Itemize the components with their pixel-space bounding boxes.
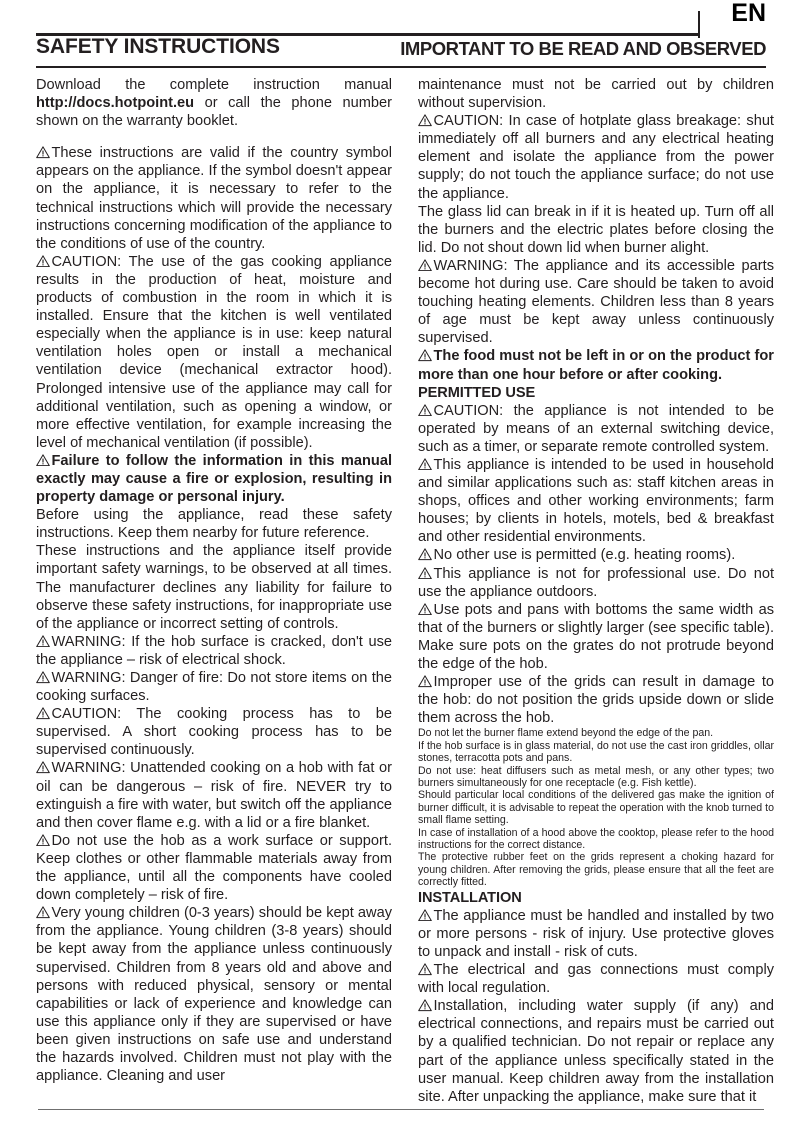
paragraph-text: These instructions are valid if the country symbol appears on the appliance. If the symbol doesn't appear on the appliance, it is necessary to refer to the technical instructions which will provide the necessary instructions concerning modification of the appliance to the conditions of use of the country. (36, 145, 392, 252)
warning-triangle-icon (418, 458, 432, 471)
warning-triangle-icon (418, 999, 432, 1012)
paragraph-text: WARNING: Danger of fire: Do not store items on the cooking surfaces. (36, 670, 392, 705)
paragraph-no-other-use (418, 546, 774, 564)
header-bottom-rule (36, 66, 766, 68)
left-column (36, 76, 392, 1106)
paragraph-text: CAUTION: The use of the gas cooking appliance results in the production of heat, moisture and products of combustion in the room in which it is installed. Ensure that the kitchen is well ventilated especially when the appliance is in use: keep natural ventilation holes open or install a mechanical ventilation device (mechanical extractor hood). Prolonged intensive use of the appliance may call for additional ventilation, such as opening a window, or more effective ventilation, for example increasing the level of mechanical ventilation (if possible). (36, 253, 392, 451)
paragraph-text: WARNING: Unattended cooking on a hob with fat or oil can be dangerous – risk of fire. NEVER try to extinguish a fire with water, but switch off the appliance and then cover flame e.g. with a lid or a fire blanket. (36, 760, 392, 831)
intro-text-after: or call the phone number shown on the warranty booklet. (36, 95, 392, 130)
paragraph-text: The appliance must be handled and installed by two or more persons - risk of injury. Use protective gloves to unpack and install - risk of cuts. (418, 907, 774, 960)
paragraph-improper-grids (418, 673, 774, 727)
warning-triangle-icon (418, 675, 432, 688)
warning-triangle-icon (418, 114, 432, 127)
intro-paragraph (36, 76, 392, 130)
paragraph-food-one-hour (418, 347, 774, 383)
fine-print-hood-distance: In case of installation of a hood above the cooktop, please refer to the hood instructions for the correct distance. (418, 826, 774, 852)
paragraph-not-professional (418, 565, 774, 601)
paragraph-glass-breakage (418, 112, 774, 202)
warning-triangle-icon (36, 454, 50, 467)
fine-print-flame-edge: Do not let the burner flame extend beyond the edge of the pan. (418, 727, 714, 740)
warning-triangle-icon (418, 963, 432, 976)
paragraph-safety-warnings: These instructions and the appliance itself provide important safety warnings, to be observed at all times. The manufacturer declines any liability for failure to observe these safety instructions, for inappropriate use of the appliance or incorrect setting of controls. (36, 543, 392, 632)
language-code: EN (731, 0, 766, 27)
paragraph-text: WARNING: The appliance and its accessible parts become hot during use. Care should be taken to avoid touching heating elements. Children less than 8 years of age must be kept away unless continuously supervised. (418, 257, 774, 347)
warning-triangle-icon (418, 909, 432, 922)
paragraph-text: The food must not be left in or on the product for more than one hour before or after cooking. (418, 348, 774, 383)
paragraph-cooking-supervised (36, 705, 392, 759)
warning-triangle-icon (418, 603, 432, 616)
page-header (36, 0, 766, 64)
section-heading-permitted-use: PERMITTED USE (418, 384, 536, 401)
paragraph-failure-to-follow (36, 452, 392, 506)
body-columns (36, 76, 774, 1106)
paragraph-text: No other use is permitted (e.g. heating rooms). (433, 547, 736, 564)
paragraph-unattended-cooking (36, 759, 392, 831)
paragraph-external-switching (418, 402, 774, 456)
paragraph-text: CAUTION: The cooking process has to be supervised. A short cooking process has to be supervised continuously. (36, 706, 392, 759)
warning-triangle-icon (36, 671, 50, 684)
paragraph-qualified-technician (418, 997, 774, 1106)
paragraph-gas-ventilation (36, 253, 392, 452)
page-subtitle: IMPORTANT TO BE READ AND OBSERVED (400, 37, 766, 59)
paragraph-country-symbol (36, 144, 392, 253)
fine-print-glass-surface: If the hob surface is in glass material, do not use the cast iron griddles, ollar stones, terracotta pots and pans. (418, 739, 774, 765)
paragraph-hot-parts (418, 257, 774, 347)
paragraph-glass-lid: The glass lid can break in if it is heated up. Turn off all the burners and the electric plates before closing the lid. Do not shout down lid when burner alight. (418, 203, 774, 256)
header-title-row (36, 36, 766, 58)
paragraph-text: The electrical and gas connections must comply with local regulation. (418, 962, 774, 997)
warning-triangle-icon (418, 404, 432, 417)
section-heading-installation: INSTALLATION (418, 889, 522, 906)
manual-url[interactable]: http://docs.hotpoint.eu (36, 95, 195, 112)
paragraph-text: WARNING: If the hob surface is cracked, don't use the appliance – risk of electrical shock. (36, 633, 392, 668)
footer-rule (38, 1109, 764, 1110)
paragraph-text: Use pots and pans with bottoms the same width as that of the burners or slightly larger (see specific table). Make sure pots on the grates do not protrude beyond the edge of the hob. (418, 601, 774, 672)
paragraph-text: Failure to follow the information in this manual exactly may cause a fire or explosion, resulting in property damage or personal injury. (36, 452, 392, 506)
paragraph-text: Do not use the hob as a work surface or support. Keep clothes or other flammable materials away from the appliance, until all the components have cooled down completely – risk of fire. (36, 832, 392, 904)
paragraph-before-using: Before using the appliance, read these safety instructions. Keep them nearby for future reference. (36, 507, 392, 542)
warning-triangle-icon (36, 635, 50, 648)
warning-triangle-icon (36, 834, 50, 847)
paragraph-text: CAUTION: the appliance is not intended to be operated by means of an external switching device, such as a timer, or separate remote controlled system. (418, 402, 774, 455)
right-column (418, 76, 774, 1106)
warning-triangle-icon (418, 349, 432, 362)
header-rule-tick (698, 11, 700, 38)
paragraph-work-surface (36, 832, 392, 904)
fine-print-heat-diffusers: Do not use: heat diffusers such as metal mesh, or any other types; two burners simultaneously for one receptacle (e.g. Fish kettle). (418, 764, 774, 789)
paragraph-household-use (418, 456, 774, 546)
paragraph-electrical-gas-connections (418, 961, 774, 997)
paragraph-handled-installed (418, 907, 774, 961)
paragraph-children (36, 904, 392, 1085)
paragraph-text: This appliance is not for professional use. Do not use the appliance outdoors. (418, 565, 774, 600)
fine-print-gas-ignition: Should particular local conditions of the delivered gas make the ignition of burner difficult, it is advisable to repeat the operation with the knob turned to small flame setting. (418, 789, 774, 827)
warning-triangle-icon (36, 707, 50, 720)
paragraph-text: CAUTION: In case of hotplate glass breakage: shut immediately off all burners and any electrical heating element and isolate the appliance from the power supply; do not touch the appliance surface; do not use the appliance. (418, 113, 774, 202)
paragraph-text: Improper use of the grids can result in damage to the hob: do not position the grids upside down or slide them across the hob. (418, 674, 774, 727)
warning-triangle-icon (418, 548, 432, 561)
paragraph-text: Installation, including water supply (if any) and electrical connections, and repairs must be carried out by a qualified technician. Do not repair or replace any part of the appliance unless specifically stated in the user manual. Keep children away from the installation site. After unpacking the appliance, make sure that it (418, 998, 774, 1105)
intro-text-before: Download the complete instruction manual (36, 77, 392, 93)
warning-triangle-icon (418, 259, 432, 272)
paragraph-pots-and-pans (418, 601, 774, 673)
paragraph-text: This appliance is intended to be used in household and similar applications such as: staff kitchen areas in shops, offices and other working environments; farm houses; by clients in hotels, motels, bed & breakfast and other residential environments. (418, 456, 774, 546)
paragraph-cracked-hob (36, 633, 392, 669)
warning-triangle-icon (36, 146, 50, 159)
warning-triangle-icon (36, 255, 50, 268)
paragraph-danger-of-fire (36, 669, 392, 705)
fine-print-rubber-feet: The protective rubber feet on the grids represent a choking hazard for young children. After removing the grids, please ensure that all the feet are correctly fitted. (418, 851, 774, 889)
page-title: SAFETY INSTRUCTIONS (36, 35, 280, 58)
warning-triangle-icon (36, 906, 50, 919)
paragraph-text: Very young children (0-3 years) should be kept away from the appliance. Young children (3-8 years) should be kept away from the appliance unless continuously supervised. Children from 8 years old and above and persons with reduced physical, sensory or mental capabilities or lack of experience and knowledge can use this appliance only if they are supervised or have been given instructions on safe use and understand the hazards involved. Children must not play with the appliance. Cleaning and user (36, 905, 392, 1085)
warning-triangle-icon (36, 761, 50, 774)
paragraph-continued-maintenance: maintenance must not be carried out by children without supervision. (418, 77, 774, 112)
warning-triangle-icon (418, 567, 432, 580)
